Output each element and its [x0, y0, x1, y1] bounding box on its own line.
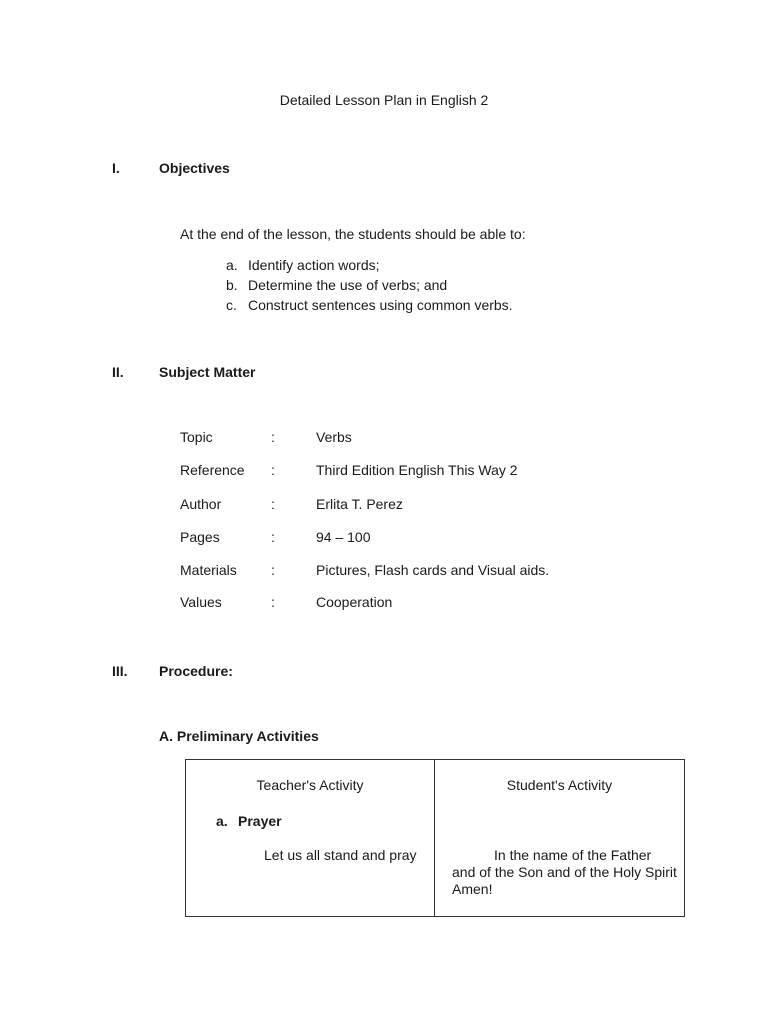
subject-matter-colon: : — [271, 429, 275, 445]
objective-text: Construct sentences using common verbs. — [248, 297, 513, 313]
subject-matter-label: Values — [180, 594, 222, 610]
subject-matter-value: Pictures, Flash cards and Visual aids. — [316, 562, 550, 578]
subject-matter-row — [180, 562, 600, 582]
subject-matter-row — [180, 594, 600, 614]
subject-matter-colon: : — [271, 496, 275, 512]
objective-letter: c. — [226, 297, 237, 313]
subject-matter-row — [180, 496, 600, 516]
objective-text: Identify action words; — [248, 257, 380, 273]
subject-matter-row — [180, 429, 600, 449]
section-title-procedure: Procedure: — [159, 663, 233, 679]
subject-matter-value: Verbs — [316, 429, 352, 445]
prayer-letter: a. — [216, 813, 228, 829]
subject-matter-row — [180, 529, 600, 549]
objective-letter: b. — [226, 277, 238, 293]
objective-letter: a. — [226, 257, 238, 273]
teacher-activity-header: Teacher's Activity — [256, 777, 364, 793]
section-number-objectives: I. — [112, 160, 120, 176]
objective-item — [226, 297, 513, 313]
objective-item — [226, 257, 380, 273]
student-activity-header: Student's Activity — [506, 777, 613, 793]
section-number-subject-matter: II. — [112, 364, 124, 380]
document-title: Detailed Lesson Plan in English 2 — [279, 92, 489, 108]
subject-matter-label: Topic — [180, 429, 213, 445]
prayer-heading — [216, 813, 282, 829]
subject-matter-label: Author — [180, 496, 222, 512]
objectives-intro: At the end of the lesson, the students should be able to: — [180, 226, 526, 242]
preliminary-activities-heading: A. Preliminary Activities — [159, 728, 319, 744]
subject-matter-value: Erlita T. Perez — [316, 496, 403, 512]
activity-table — [185, 759, 685, 917]
section-number-procedure: III. — [112, 663, 128, 679]
subject-matter-colon: : — [271, 529, 275, 545]
subject-matter-colon: : — [271, 594, 275, 610]
subject-matter-value: Third Edition English This Way 2 — [316, 462, 518, 478]
subject-matter-value: 94 – 100 — [316, 529, 371, 545]
subject-matter-row — [180, 462, 600, 482]
student-activity-text: In the name of the Father and of the Son and of the Holy Spirit Amen! — [452, 847, 677, 897]
subject-matter-label: Materials — [180, 562, 237, 578]
objective-text: Determine the use of verbs; and — [248, 277, 448, 293]
objective-item — [226, 277, 447, 293]
section-title-objectives: Objectives — [159, 160, 230, 176]
prayer-title: Prayer — [238, 813, 282, 829]
subject-matter-colon: : — [271, 562, 275, 578]
subject-matter-colon: : — [271, 462, 275, 478]
teacher-activity-text: Let us all stand and pray — [264, 847, 417, 863]
subject-matter-value: Cooperation — [316, 594, 393, 610]
subject-matter-label: Pages — [180, 529, 220, 545]
section-title-subject-matter: Subject Matter — [159, 364, 256, 380]
subject-matter-label: Reference — [180, 462, 245, 478]
